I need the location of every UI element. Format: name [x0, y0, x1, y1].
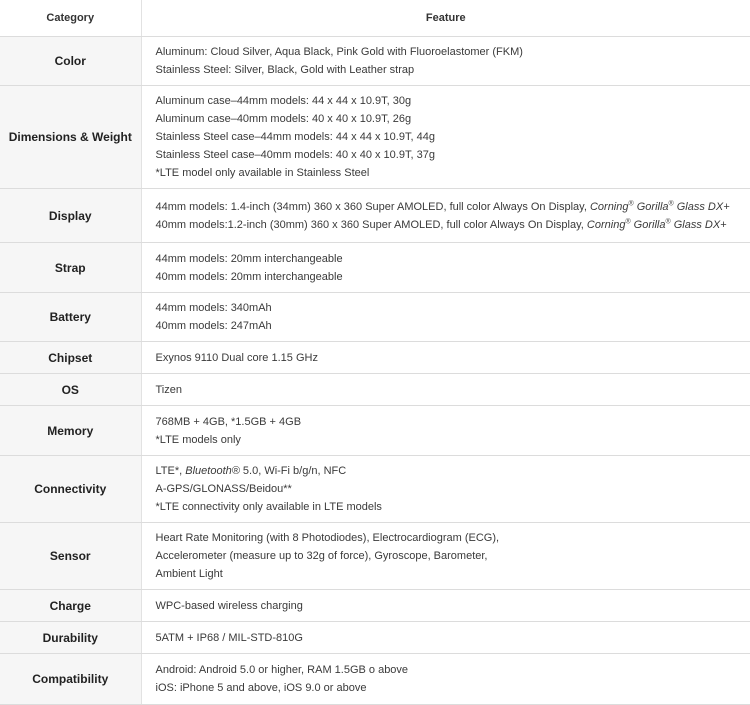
feature-line: [156, 146, 750, 164]
feature-text: ®: [232, 465, 240, 477]
feature-text: Aluminum: Cloud Silver, Aqua Black, Pink Gold with Fluoroelastomer (FKM): [156, 46, 523, 58]
feature-text: 5.0, Wi-Fi b/g/n, NFC: [240, 465, 346, 477]
feature-line: [156, 413, 750, 431]
feature-cell: [141, 374, 750, 406]
category-cell: Charge: [0, 590, 141, 622]
feature-text: Heart Rate Monitoring (with 8 Photodiodes), Electrocardiogram (ECG),: [156, 532, 500, 544]
feature-text: 44mm models: 340mAh: [156, 302, 272, 314]
feature-line: [156, 565, 750, 583]
feature-text: 768MB + 4GB, *1.5GB + 4GB: [156, 416, 302, 428]
table-header-row: [0, 0, 750, 37]
feature-line: [156, 462, 750, 480]
feature-line: [156, 381, 750, 399]
feature-text: 44mm models: 20mm interchangeable: [156, 253, 343, 265]
feature-text: 40mm models: 20mm interchangeable: [156, 271, 343, 283]
feature-cell: [141, 523, 750, 590]
feature-line: [156, 268, 750, 286]
feature-line: [156, 198, 750, 216]
table-row: [0, 406, 750, 456]
feature-text: Glass DX+: [674, 201, 730, 213]
feature-text: Accelerometer (measure up to 32g of force), Gyroscope, Barometer,: [156, 550, 488, 562]
feature-line: [156, 547, 750, 565]
feature-text: Stainless Steel: Silver, Black, Gold with Leather strap: [156, 64, 415, 76]
registered-mark: ®: [665, 218, 670, 225]
table-row: [0, 243, 750, 293]
category-cell: Durability: [0, 622, 141, 654]
feature-cell: [141, 654, 750, 705]
feature-text: Gorilla: [634, 201, 669, 213]
feature-cell: [141, 590, 750, 622]
feature-line: [156, 61, 750, 79]
feature-text: Tizen: [156, 384, 183, 396]
category-cell: Sensor: [0, 523, 141, 590]
feature-text: iOS: iPhone 5 and above, iOS 9.0 or above: [156, 682, 367, 694]
feature-text: 44mm models: 1.4-inch (34mm) 360 x 360 Super AMOLED, full color Always On Display,: [156, 201, 590, 213]
feature-line: [156, 317, 750, 335]
table-row: [0, 189, 750, 243]
feature-cell: [141, 37, 750, 86]
feature-text: Stainless Steel case–40mm models: 40 x 40 x 10.9T, 37g: [156, 149, 435, 161]
feature-cell: [141, 189, 750, 243]
feature-line: [156, 629, 750, 647]
feature-line: [156, 128, 750, 146]
feature-line: [156, 164, 750, 182]
feature-line: [156, 529, 750, 547]
category-cell: Dimensions & Weight: [0, 86, 141, 189]
spec-table-body: [0, 37, 750, 705]
table-row: [0, 654, 750, 705]
feature-cell: [141, 293, 750, 342]
feature-cell: [141, 622, 750, 654]
feature-text: 40mm models:1.2-inch (30mm) 360 x 360 Super AMOLED, full color Always On Display,: [156, 219, 587, 231]
feature-text: 5ATM + IP68 / MIL-STD-810G: [156, 632, 303, 644]
feature-cell: [141, 86, 750, 189]
feature-text: *LTE model only available in Stainless Steel: [156, 167, 370, 179]
feature-line: [156, 92, 750, 110]
feature-line: [156, 661, 750, 679]
feature-line: [156, 480, 750, 498]
feature-cell: [141, 342, 750, 374]
registered-mark: ®: [625, 218, 630, 225]
category-cell: Color: [0, 37, 141, 86]
table-row: [0, 293, 750, 342]
table-row: [0, 86, 750, 189]
feature-text: *LTE models only: [156, 434, 241, 446]
feature-line: [156, 679, 750, 697]
feature-line: [156, 216, 750, 234]
feature-text: 40mm models: 247mAh: [156, 320, 272, 332]
feature-cell: [141, 243, 750, 293]
feature-line: [156, 349, 750, 367]
feature-text: Ambient Light: [156, 568, 223, 580]
feature-text: Corning: [590, 201, 629, 213]
registered-mark: ®: [629, 200, 634, 207]
feature-text: WPC-based wireless charging: [156, 600, 303, 612]
feature-text: Corning: [587, 219, 626, 231]
feature-text: Android: Android 5.0 or higher, RAM 1.5GB o above: [156, 664, 409, 676]
feature-line: [156, 498, 750, 516]
category-cell: Connectivity: [0, 456, 141, 523]
feature-text: Aluminum case–40mm models: 40 x 40 x 10.9T, 26g: [156, 113, 412, 125]
feature-cell: [141, 456, 750, 523]
feature-text: Aluminum case–44mm models: 44 x 44 x 10.9T, 30g: [156, 95, 412, 107]
feature-line: [156, 299, 750, 317]
table-row: [0, 342, 750, 374]
table-row: [0, 590, 750, 622]
table-row: [0, 622, 750, 654]
table-row: [0, 374, 750, 406]
feature-text: *LTE connectivity only available in LTE models: [156, 501, 382, 513]
category-column-header: Category: [0, 0, 141, 37]
feature-text: Glass DX+: [671, 219, 727, 231]
feature-cell: [141, 406, 750, 456]
feature-text: Stainless Steel case–44mm models: 44 x 44 x 10.9T, 44g: [156, 131, 435, 143]
feature-line: [156, 110, 750, 128]
feature-column-header: Feature: [141, 0, 750, 37]
category-cell: Battery: [0, 293, 141, 342]
category-cell: Memory: [0, 406, 141, 456]
registered-mark: ®: [669, 200, 674, 207]
feature-text: Exynos 9110 Dual core 1.15 GHz: [156, 352, 318, 364]
feature-line: [156, 43, 750, 61]
category-cell: OS: [0, 374, 141, 406]
feature-text: A-GPS/GLONASS/Beidou**: [156, 483, 292, 495]
table-row: [0, 456, 750, 523]
category-cell: Chipset: [0, 342, 141, 374]
feature-line: [156, 250, 750, 268]
table-row: [0, 37, 750, 86]
feature-text: Gorilla: [631, 219, 666, 231]
category-cell: Display: [0, 189, 141, 243]
feature-text: LTE*,: [156, 465, 186, 477]
feature-line: [156, 597, 750, 615]
feature-line: [156, 431, 750, 449]
table-row: [0, 523, 750, 590]
feature-text: Bluetooth: [185, 465, 231, 477]
category-cell: Compatibility: [0, 654, 141, 705]
category-cell: Strap: [0, 243, 141, 293]
